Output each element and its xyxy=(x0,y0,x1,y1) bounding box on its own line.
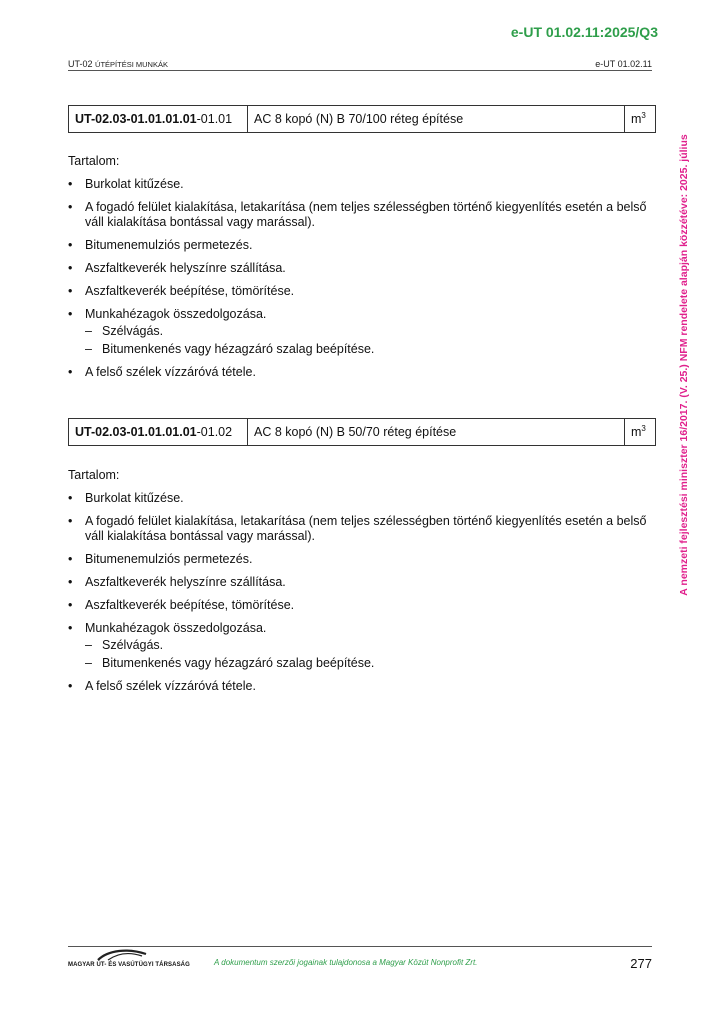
item-code: UT-02.03-01.01.01.01-01.01 xyxy=(69,106,248,133)
item-header-table xyxy=(68,418,656,446)
content-list xyxy=(68,491,648,694)
list-item: • Munkahézagok összedolgozása. – Szélvágás. – Bitumenkenés vagy hézagzáró szalag beépítése. xyxy=(68,307,648,357)
list-item: • Aszfaltkeverék helyszínre szállítása. xyxy=(68,261,648,276)
list-item: • Bitumenemulziós permetezés. xyxy=(68,552,648,567)
chapter-code: UT-02 xyxy=(68,59,93,69)
footer-divider xyxy=(68,946,652,947)
item-code: UT-02.03-01.01.01.01-01.02 xyxy=(69,419,248,446)
item-description: AC 8 kopó (N) B 70/100 réteg építése xyxy=(248,106,625,133)
list-item: • Burkolat kitűzése. xyxy=(68,491,648,506)
copyright-notice: A dokumentum szerzői jogainak tulajdonosa a Magyar Közút Nonprofit Zrt. xyxy=(214,958,478,967)
sub-list-item: – Bitumenkenés vagy hézagzáró szalag beépítése. xyxy=(85,656,648,671)
sub-list xyxy=(85,324,648,357)
item-header-table xyxy=(68,105,656,133)
item-unit: $m^3$ xyxy=(625,419,656,446)
side-publication-note: A nemzeti fejlesztési miniszter 16/2017. (V. 25.) NFM rendelete alapján közzétéve: 2025. július xyxy=(678,134,690,596)
list-item: • A fogadó felület kialakítása, letakarítása (nem teljes szélességben történő kiegyenlítés esetén a belső váll kialakítása bontással vagy marással). xyxy=(68,514,648,544)
society-logo xyxy=(68,948,190,972)
chapter-title: ÚTÉPÍTÉSI MUNKÁK xyxy=(95,60,168,69)
logo-text: MAGYAR ÚT- ÉS VASÚTÜGYI TÁRSASÁG xyxy=(68,962,190,968)
content-label: Tartalom: xyxy=(68,154,120,168)
list-item: • Aszfaltkeverék helyszínre szállítása. xyxy=(68,575,648,590)
list-item: • Bitumenemulziós permetezés. xyxy=(68,238,648,253)
sub-list-item: – Szélvágás. xyxy=(85,324,648,339)
list-item: • A felső szélek vízzáróvá tétele. xyxy=(68,679,648,694)
list-item: • Burkolat kitűzése. xyxy=(68,177,648,192)
content-list xyxy=(68,177,648,380)
item-unit: $m^3$ xyxy=(625,106,656,133)
road-curve-icon xyxy=(68,948,168,962)
list-item: • Munkahézagok összedolgozása. – Szélvágás. – Bitumenkenés vagy hézagzáró szalag beépítése. xyxy=(68,621,648,671)
list-item: • A felső szélek vízzáróvá tétele. xyxy=(68,365,648,380)
running-header-right: e-UT 01.02.11 xyxy=(595,59,652,69)
item-description: AC 8 kopó (N) B 50/70 réteg építése xyxy=(248,419,625,446)
list-item: • Aszfaltkeverék beépítése, tömörítése. xyxy=(68,284,648,299)
list-item: • A fogadó felület kialakítása, letakarítása (nem teljes szélességben történő kiegyenlítés esetén a belső váll kialakítása bontással vagy marással). xyxy=(68,200,648,230)
list-item: • Aszfaltkeverék beépítése, tömörítése. xyxy=(68,598,648,613)
sub-list-item: – Bitumenkenés vagy hézagzáró szalag beépítése. xyxy=(85,342,648,357)
header-divider xyxy=(68,70,652,71)
content-label: Tartalom: xyxy=(68,468,120,482)
document-code: e-UT 01.02.11:2025/Q3 xyxy=(510,24,658,40)
item-content xyxy=(68,468,648,702)
sub-list-item: – Szélvágás. xyxy=(85,638,648,653)
page-number: 277 xyxy=(630,956,652,971)
sub-list xyxy=(85,638,648,671)
running-header-left xyxy=(68,59,168,69)
item-content xyxy=(68,154,648,388)
